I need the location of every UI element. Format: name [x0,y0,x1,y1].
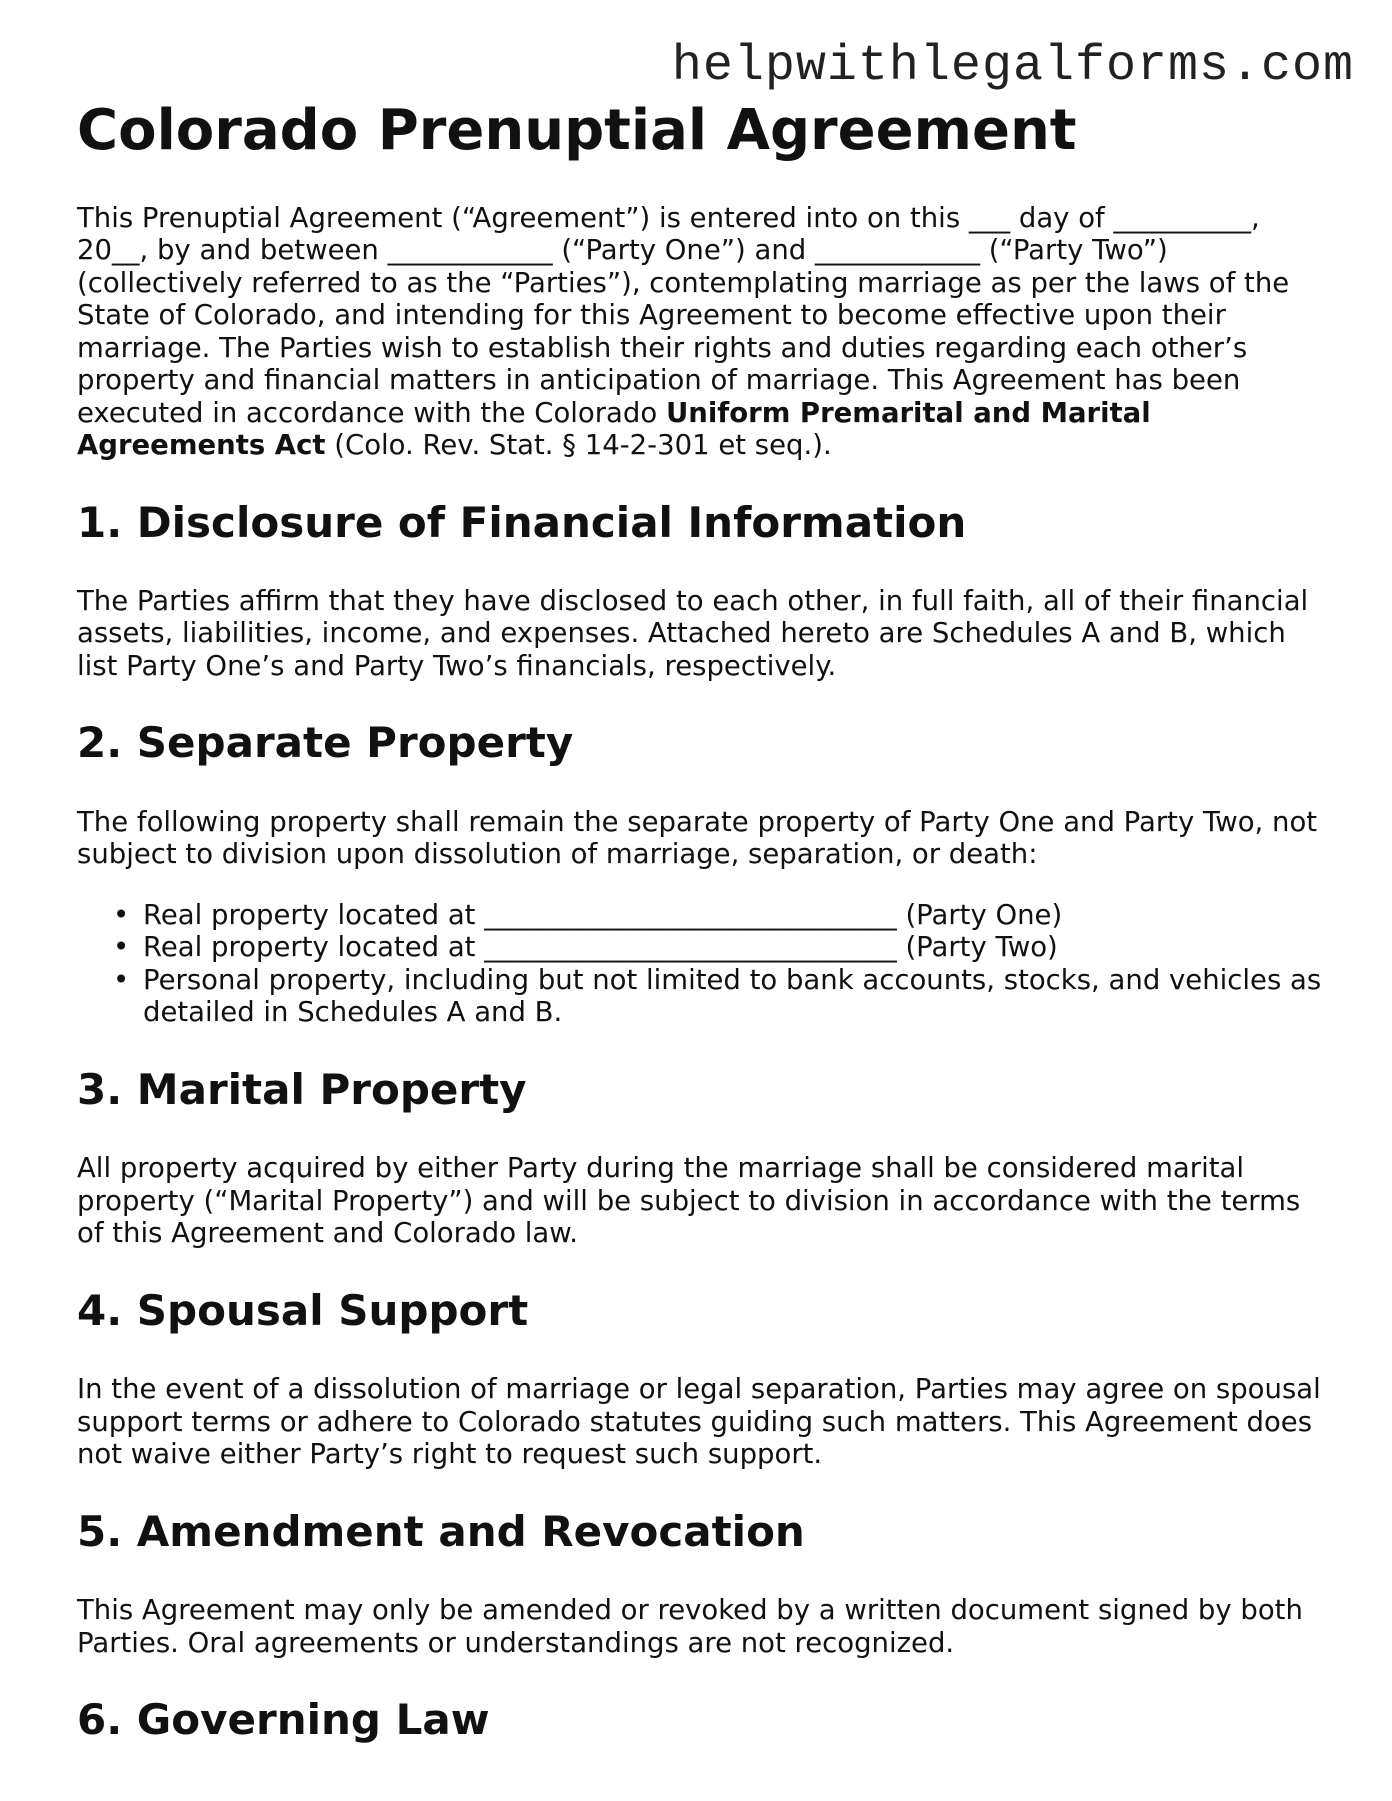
intro-act-name: Uniform Premarital and Marital Agreements Act [77,396,1151,462]
bullet-mark: • [113,963,130,996]
intro-text-1: This Prenuptial Agreement (“Agreement”) is entered into on this ___ day of __________, 20__, by and between ____________ (“Party One”) and ____________ (“Party Two”) (collectively referred to as the “Parties”), contemplating marriage as per the laws of the State of Colorado, and intending for this Agreement to become effective upon their marriage. The Parties wish to establish their rights and duties regarding each other’s property and financial matters in anticipation of marriage. This Agreement has been executed in accordance with the Colorado [77,201,1290,429]
document-title: Colorado Prenuptial Agreement [77,98,1077,163]
list-item-text: Real property located at ______________________________ (Party One) [143,898,1063,931]
list-item-text: Real property located at ______________________________ (Party Two) [143,931,1058,964]
section-2-body: The following property shall remain the separate property of Party One and Party Two, not subject to division upon dissolution of marriage, separation, or death: [77,805,1318,871]
section-2-heading: 2. Separate Property [77,718,574,768]
bullet-mark: • [113,898,130,931]
section-5-body: This Agreement may only be amended or revoked by a written document signed by both Parties. Oral agreements or understandings are not recognized. [77,1594,1303,1659]
list-item-text: Personal property, including but not limited to bank accounts, stocks, and vehicles as detailed in Schedules A and B. [143,963,1322,1029]
section-4-heading: 4. Spousal Support [77,1285,529,1335]
section-3-body: All property acquired by either Party during the marriage shall be considered marital property (“Marital Property”) and will be subject to division in accordance with the terms of this Agreement and Colorado law. [77,1152,1301,1250]
section-3-heading: 3. Marital Property [77,1064,527,1114]
intro-text-2: (Colo. Rev. Stat. § 14-2-301 et seq.). [325,429,832,462]
intro-paragraph [77,202,1322,462]
list-item [113,931,1322,964]
section-4-body: In the event of a dissolution of marriage or legal separation, Parties may agree on spousal support terms or adhere to Colorado statutes guiding such matters. This Agreement does not waive either Party’s right to request such support. [77,1373,1321,1471]
section-1-body: The Parties affirm that they have disclosed to each other, in full faith, all of their financial assets, liabilities, income, and expenses. Attached hereto are Schedules A and B, which list Party One’s and Party Two’s financials, respectively. [77,584,1309,682]
separate-property-list [77,899,1322,1029]
document-page [77,100,1322,1782]
watermark: helpwithlegalforms.com [671,38,1354,95]
list-item [113,963,1322,1029]
section-6-heading: 6. Governing Law [77,1695,490,1745]
bullet-mark: • [113,931,130,964]
list-item [113,898,1322,932]
section-1-heading: 1. Disclosure of Financial Information [77,497,967,547]
section-5-heading: 5. Amendment and Revocation [77,1506,805,1556]
